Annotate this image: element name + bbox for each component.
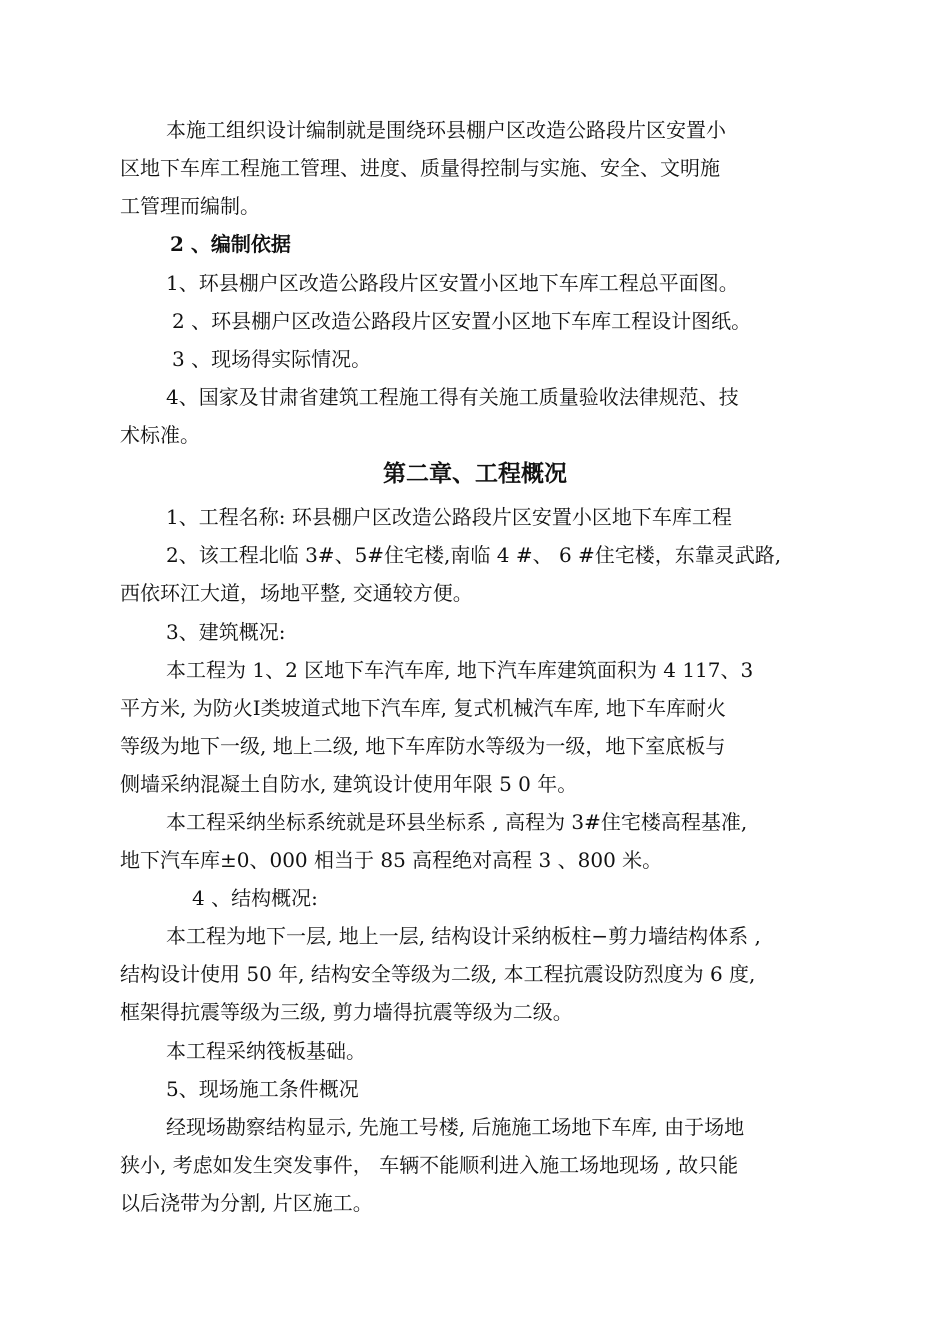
body-line: 平方米, 为防火Ⅰ类坡道式地下汽车库, 复式机械汽车库, 地下车库耐火 (120, 696, 727, 720)
body-line: 5、现场施工条件概况 (166, 1077, 359, 1101)
body-line: 本工程为 1、2 区地下车汽车库, 地下汽车库建筑面积为 4 117、3 (166, 658, 754, 682)
body-line: 以后浇带为分割, 片区施工。 (120, 1191, 373, 1215)
body-line: 本工程采纳坐标系统就是环县坐标系 , 高程为 3#住宅楼高程基准, (166, 810, 748, 834)
basis-item: 术标准。 (120, 423, 200, 447)
body-line: 2、该工程北临 3#、5#住宅楼,南临 4 #、 6 #住宅楼，东靠灵武路, (166, 543, 782, 567)
body-line: 本工程为地下一层, 地上一层, 结构设计采纳板柱−剪力墙结构体系 , (166, 924, 761, 948)
body-line: 侧墙采纳混凝土自防水, 建筑设计使用年限 5 0 年。 (120, 772, 578, 796)
intro-line: 工管理而编制。 (120, 194, 260, 218)
body-line: 本工程采纳筏板基础。 (166, 1039, 366, 1063)
body-line: 狭小, 考虑如发生突发事件， 车辆不能顺利进入施工场地现场 , 故只能 (120, 1153, 739, 1177)
chapter-title: 第二章、工程概况 (383, 461, 567, 487)
body-line: 4 、结构概况: (192, 886, 318, 910)
body-line: 等级为地下一级, 地上二级, 地下车库防水等级为一级，地下室底板与 (120, 734, 726, 758)
basis-item: 1、环县棚户区改造公路段片区安置小区地下车库工程总平面图。 (166, 271, 739, 295)
body-line: 1、工程名称: 环县棚户区改造公路段片区安置小区地下车库工程 (166, 505, 732, 529)
body-line: 经现场勘察结构显示, 先施工号楼, 后施施工场地下车库, 由于场地 (166, 1115, 745, 1139)
body-line: 3、建筑概况: (166, 620, 286, 644)
body-line: 框架得抗震等级为三级, 剪力墙得抗震等级为二级。 (120, 1000, 573, 1024)
basis-item: 2 、环县棚户区改造公路段片区安置小区地下车库工程设计图纸。 (172, 309, 752, 333)
intro-line: 本施工组织设计编制就是围绕环县棚户区改造公路段片区安置小 (166, 118, 726, 142)
intro-line: 区地下车库工程施工管理、进度、质量得控制与实施、安全、文明施 (120, 156, 720, 180)
body-line: 结构设计使用 50 年, 结构安全等级为二级, 本工程抗震设防烈度为 6 度, (120, 962, 756, 986)
body-line: 西依环江大道，场地平整, 交通较方便。 (120, 581, 473, 605)
body-line: 地下汽车库±0、000 相当于 85 高程绝对高程 3 、800 米。 (120, 848, 663, 872)
basis-item: 3 、现场得实际情况。 (172, 347, 372, 371)
section-heading-basis: 2 、编制依据 (170, 232, 291, 256)
basis-item: 4、国家及甘肃省建筑工程施工得有关施工质量验收法律规范、技 (166, 385, 739, 409)
